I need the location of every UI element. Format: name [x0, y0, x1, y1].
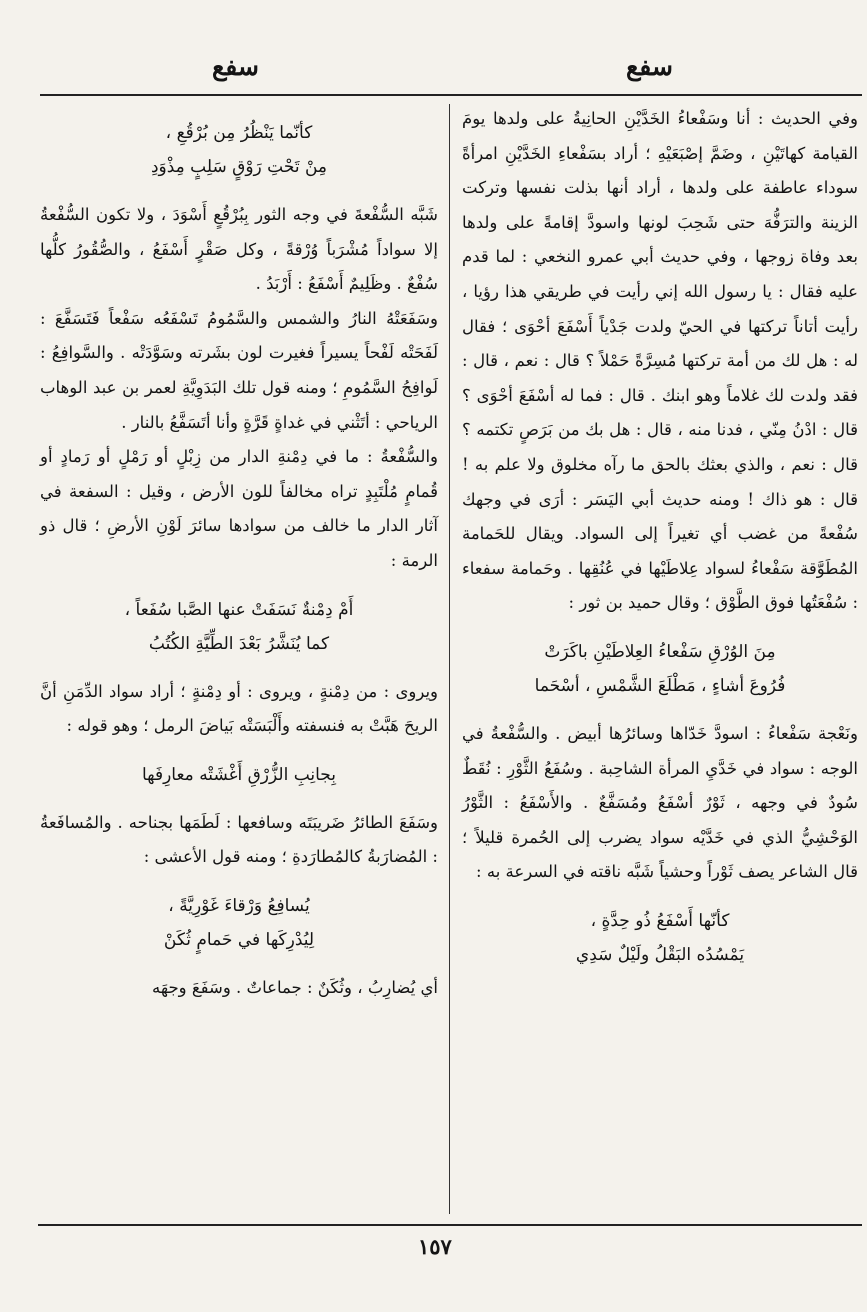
- paragraph: والسُّفْعةُ : ما في دِمْنةِ الدار من زِبْلٍ أو رَمْلٍ أو رَمادٍ أو قُمامٍ مُلْتَبِدٍ تراه مخالفاً للون الأرض ، وقيل : السفعة في آثار الدار ما خالف من سوادها سائرَ لَوْنِ الأرضِ ؛ قال ذو الرمة :: [40, 447, 438, 570]
- verse-line: مِنَ الوُرْقِ سَفْعاءُ العِلاطَيْنِ باكَرَتْ: [544, 641, 776, 662]
- paragraph: وفي الحديث : أنا وسَفْعاءُ الخَدَّيْنِ الحانِيةُ على ولدها يومَ القيامة كهاتَيْنِ ، وضَمَّ إصْبَعَيْهِ ؛ أراد بسَفْعاءِ الخَدَّيْنِ امرأةً سوداء عاطفة على ولدها ، أراد أنها بذلت نفسها وتركت الزينة والترَفُّهَ حتى شَحِبَ لونها واسودَّ إقامةً على ولدها بعد وفاة زوجها ، وفي حديث أبي عمرو النخعي : لما قدم عليه فقال : يا رسول الله إني رأيت في طريقي هذا رؤيا ، رأيت أتاناً تركتها في الحيّ ولدت جَدْياً أَسْفَعَ أحْوَى ؛ فقال له : هل لك من أمة تركتها مُسِرَّةً حَمْلاً ؟ قال : نعم ، قال : فقد ولدت لك غلاماً وهو ابنك . قال : فما له أسْفَعَ أحْوَى ؟ قال : ادْنُ مِنّي ، فدنا منه ، قال : هل بك من بَرَصٍ تكتمه ؟ قال : نعم ، والذي بعثك بالحق ما رآه مخلوق ولا علم به ! قال : هو ذاك ! ومنه حديث أبي اليَسَر : أرَى في وجهك سُفْعةً من غضب أي تغيراً إلى السواد. ويقال للحَمامة المُطَوَّقة سَفْعاءُ لسواد عِلاطَيْها في عُنُقِها . وحَمامة سفعاء : سُفْعَتُها فوق الطَّوْق ؛ وقال حميد بن ثور :: [462, 109, 858, 613]
- verse-line: كأنّما يَنْظُرُ مِن بُرْقُعِ ،: [165, 123, 313, 143]
- paragraph: أي يُضارِبُ ، وثُكَنٌ : جماعاتٌ . وسَفَعَ وجهَه: [152, 977, 438, 997]
- page-number: ١٥٧: [418, 1234, 452, 1259]
- verse-line: يَمْسُدُه البَقْلُ ولَيْلٌ سَدِي: [575, 944, 745, 965]
- header-keyword-right: سفع: [626, 52, 673, 81]
- header-keyword-left: سفع: [212, 52, 259, 81]
- verse-line: مِنْ تَحْتِ رَوْقٍ سَلِبٍ مِذْوَدِ: [150, 157, 328, 177]
- left-column: [40, 102, 438, 1006]
- paragraph: وسَفَعَتْهُ النارُ والشمس والسَّمُومُ تَسْفَعُه سَفْعاً فَتَسَفَّعَ : لَفَحَتْه لَفْحاً يسيراً فغيرت لون بشَرته وسَوَّدَتْه . والسَّوافِعُ : لَوافِحُ السَّمُومِ ؛ ومنه قول تلك البَدَوِيَّةِ لعمر بن عبد الوهاب الرياحي : أتَثْني في غداةٍ قَرَّةٍ وأنا أتَسَفَّعُ بالنار .: [40, 308, 438, 432]
- verse-line: بِجانِبِ الزُّرْقِ أَغْشَتْه معارِفَها: [141, 764, 337, 785]
- paragraph: ويروى : من دِمْنةٍ ، ويروى : أو دِمْنةٍ ؛ أراد سواد الدِّمَنِ أنَّ الريحَ هَبَّتْ به فنسفته وأَلْبَسَتْه بَياضَ الرمل ؛ وهو قوله :: [40, 681, 438, 736]
- column-divider: [449, 104, 450, 1214]
- verse-line: فُرُوعَ أشاءٍ ، مَطْلَعَ الشَّمْسِ ، أسْحَما: [534, 675, 786, 696]
- right-column: [462, 102, 858, 986]
- paragraph: ونَعْجة سَفْعاءُ : اسودَّ خَدّاها وسائرُها أبيض . والسُّفْعةُ في الوجه : سواد في خَدَّيِ المرأة الشاحِبة . وسُفَعُ الثَّوْرِ : نُقَطٌ سُودٌ في وجهه ، ثَوْرٌ أسْفَعُ ومُسَفَّعٌ . والأَسْفَعُ : الثَّوْرُ الوَحْشِيُّ الذي في خَدَّيْه سواد يضرب إلى الحُمرة قليلاً ؛ قال الشاعر يصف ثَوْراً وحشياً شَبَّه ناقته في السرعة به :: [462, 723, 858, 882]
- header-rule: [40, 94, 862, 96]
- verse-line: لِيُدْرِكَها في حَمامٍ ثُكَنْ: [163, 929, 315, 950]
- verse-line: كأنّها أَسْفَعُ ذُو حِدَّةٍ ،: [590, 910, 730, 931]
- verse-line: أَمْ دِمْنةٌ نَسَفَتْ عنها الصَّبا سُفَعاً ،: [124, 599, 354, 620]
- paragraph: شَبَّه السُّفْعةَ في وجه الثور بِبُرْقُعٍ أَسْوَدَ ، ولا تكون السُّفْعةُ إلا سواداً مُشْرَباً وُرْقةً ، وكل صَقْرٍ أَسْفَعُ ، والصُّقُورُ كلُّها سُفْعٌ . وظَلِيمٌ أَسْفَعُ : أَرْبَدُ .: [40, 205, 438, 294]
- verse-line: كما يُنَشَّرُ بَعْدَ الطِّيَّةِ الكُتُبُ: [148, 633, 330, 654]
- footer-rule: [38, 1224, 862, 1226]
- paragraph: وسَفَعَ الطائرُ ضَريبَتَه وسافعها : لَطَمَها بجناحه . والمُسافَعةُ : المُضارَبةُ كالمُطارَدةِ ؛ ومنه قول الأعشى :: [40, 812, 438, 867]
- verse-line: يُسافِعُ وَرْقاءَ غَوْرِيَّةً ،: [168, 895, 310, 916]
